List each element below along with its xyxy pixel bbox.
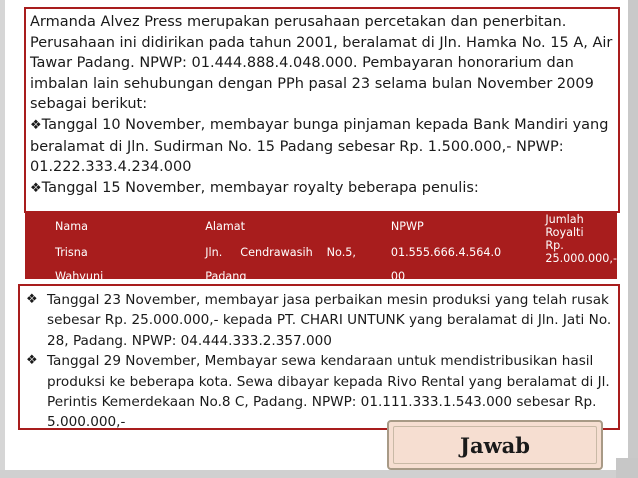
cell-nama: Trisna <box>55 245 88 259</box>
cell-alamat-part: No.5, <box>326 245 356 259</box>
cell-npwp: 00 <box>390 270 406 283</box>
cell-npwp: 01.555.666.4.564.0 <box>390 245 502 259</box>
jawab-button-label: Jawab <box>460 432 530 458</box>
cell-nama: Wahyuni <box>55 270 104 283</box>
intro-bullet-1-text: Tanggal 10 November, membayar bunga pinjaman kepada Bank Mandiri yang beralamat di Jln. Sudirman No. 15 Padang sebesar Rp. 1.500.000,- NPWP: 01.222.333.4.234.000 <box>30 116 609 176</box>
table-row <box>25 239 617 265</box>
list-item-text: Tanggal 23 November, membayar jasa perbaikan mesin produksi yang telah rusak sebesar Rp. 25.000.000,- kepada PT. CHARI UNTUNK yang beralamat di Jln. Jati No. 28, Padang. NPWP: 04.444.333.2.357.000 <box>47 292 612 349</box>
intro-bullet-2-text: Tanggal 15 November, membayar royalty beberapa penulis: <box>41 179 479 196</box>
cell-alamat-part: Cendrawasih <box>240 245 313 259</box>
slide-frame-right <box>628 0 638 478</box>
slide-frame-left <box>0 0 5 478</box>
diamond-bullet-icon: ❖ <box>30 180 42 196</box>
royalty-table <box>25 213 618 283</box>
intro-bullet-2 <box>30 178 614 200</box>
table-header-row <box>25 213 617 239</box>
jawab-button[interactable] <box>387 420 603 470</box>
payment-list <box>26 290 612 433</box>
col-header-alamat: Alamat <box>205 219 245 233</box>
slide-frame-bottom <box>0 470 638 478</box>
col-header-jumlah: Jumlah Royalti <box>545 213 584 239</box>
slide-frame-corner <box>616 458 638 478</box>
list-item <box>26 290 612 351</box>
intro-paragraph: Armanda Alvez Press merupakan perusahaan percetakan dan penerbitan. Perusahaan ini didirikan pada tahun 2001, beralamat di Jln. Hamka No. 15 A, Air Tawar Padang. NPWP: 01.444.888.4.048.000. Pembayaran honorarium dan imbalan lain sehubungan dengan PPh pasal 23 selama bulan November 2009 sebagai berikut: <box>30 14 613 113</box>
col-header-npwp: NPWP <box>390 219 424 233</box>
cell-alamat: Padang <box>205 270 247 283</box>
intro-box <box>24 7 620 213</box>
cell-alamat <box>169 239 383 265</box>
diamond-bullet-icon: ❖ <box>30 117 42 133</box>
diamond-bullet-icon: ❖ <box>26 353 38 369</box>
payment-list-box <box>18 284 620 430</box>
cell-alamat-part: Jln. <box>205 245 223 259</box>
intro-bullet-1 <box>30 115 614 178</box>
diamond-bullet-icon: ❖ <box>26 292 38 307</box>
col-header-nama: Nama <box>55 219 88 233</box>
cell-jumlah: Rp. 25.000.000,- <box>545 239 618 265</box>
list-item-text: Tanggal 29 November, Membayar sewa kendaraan untuk mendistribusikan hasil produksi ke beberapa kota. Sewa dibayar kepada Rivo Rental yang beralamat di Jl. Perintis Kemerdekaan No.8 C, Padang. NPWP: 01.111.333.1.543.000 sebesar Rp. 5.000.000,- <box>47 353 610 431</box>
